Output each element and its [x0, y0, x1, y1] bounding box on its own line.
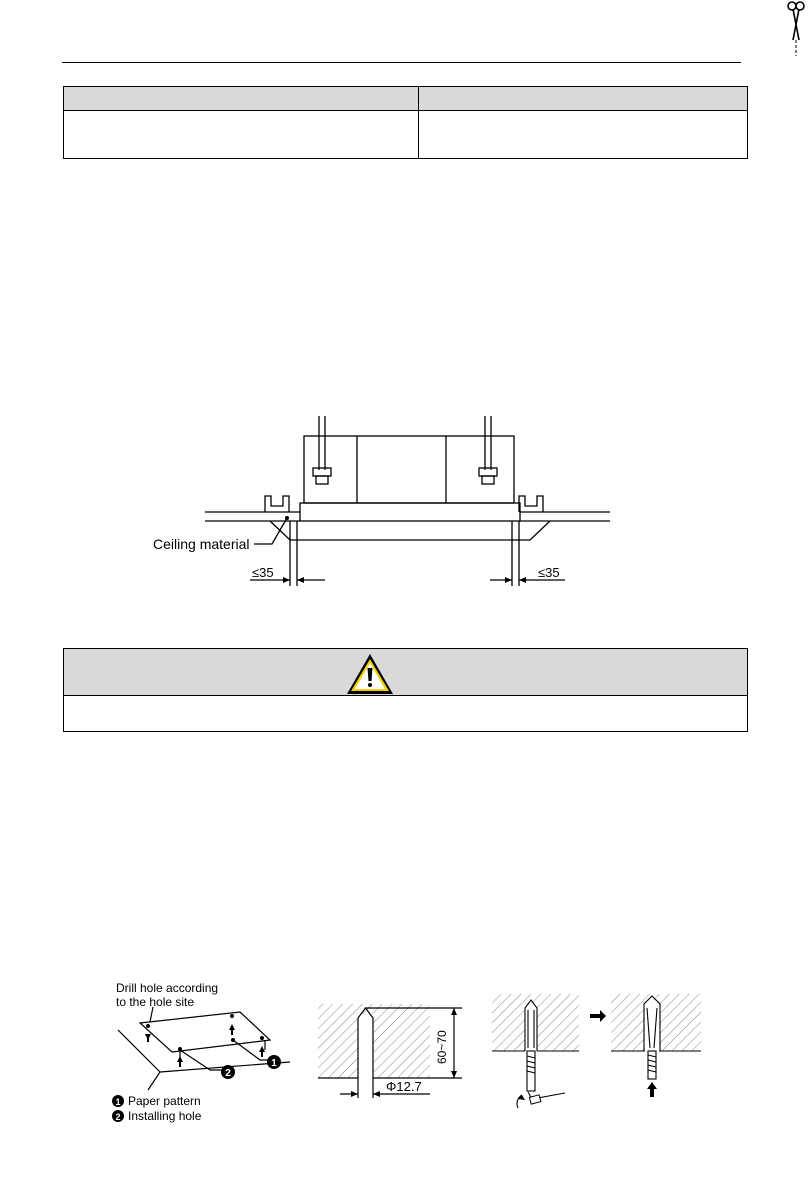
legend-installing-hole: Installing hole: [128, 1109, 202, 1123]
scissors-icon: [786, 0, 806, 56]
drill-note-line1: Drill hole according: [116, 981, 219, 995]
ceiling-material-label: Ceiling material: [153, 536, 250, 552]
drill-note-line2: to the hole site: [116, 995, 195, 1009]
bolt-insertion-figure: [488, 988, 706, 1113]
next-step-arrow-icon: [590, 1010, 606, 1022]
push-up-arrow-icon: [647, 1082, 657, 1097]
warning-header: [64, 649, 747, 696]
table-column-divider: [418, 87, 419, 158]
info-table: [63, 86, 748, 159]
header-rule: [62, 62, 741, 63]
hole-diameter-label: Φ12.7: [386, 1079, 422, 1094]
callout-2-badge: 2: [225, 1068, 231, 1079]
legend-1-badge: 1: [115, 1097, 121, 1107]
ceiling-clearance-figure: [140, 410, 620, 595]
right-clearance-label: ≤35: [538, 565, 560, 580]
paper-pattern-figure: [110, 975, 295, 1125]
drill-hole-figure: [315, 1000, 475, 1105]
hole-depth-label: 60~70: [435, 1030, 449, 1064]
left-clearance-label: ≤35: [252, 565, 274, 580]
warning-box: [63, 648, 748, 732]
legend-paper-pattern: Paper pattern: [128, 1094, 201, 1108]
warning-triangle-icon: [344, 651, 396, 697]
callout-1-badge: 1: [271, 1058, 277, 1069]
table-header-row: [64, 87, 747, 111]
legend-2-badge: 2: [115, 1112, 121, 1122]
